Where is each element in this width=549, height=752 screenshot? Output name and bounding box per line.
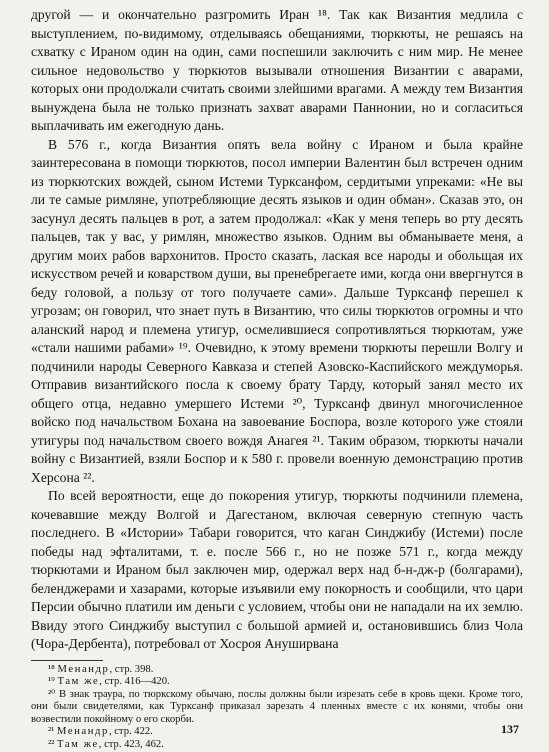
footnote-number: ²¹ bbox=[48, 726, 55, 738]
footnote-author: Менандр bbox=[57, 663, 110, 675]
paragraph-2: В 576 г., когда Византия опять вела войну с Ираном и была крайне заинтересована в помощи тюркютов, посол империи Валентин был встречен одним из тюркютских вождей, сыном Истеми Турксанфом, сердитыми упреками: «Не вы ли те самые римляне, употребляющие десять языков и один обман». Сказав это, он засунул десять пальцев в рот, а затем продолжал: «Как у меня теперь во рту десять пальцев, так у вас, у римлян, множество языков. Одним вы обманываете меня, а другим моих рабов вархонитов. Просто сказать, лаская все народы и обольщая их искусством речей и коварством души, вы пренебрегаете ими, когда они ввергнутся в беду головой, а пользу от того получаете сами». Дальше Турксанф перешел к угрозам; он говорил, что знает путь в Византию, что силы тюркютов огромны и что аланский народ и племена утигур, осмелившиеся сопротивляться тюркютам, уже «стали нашими рабами» ¹⁹. Очевидно, к этому времени тюркюты перешли Волгу и подчинили народы Северного Кавказа и степей Азовско-Каспийского междуморья. Отправив византийского посла к своему брату Тарду, который занял место их общего отца, недавно умершего Истеми ²⁰, Турксанф двинул многочисленное войско под начальством Бохана на завоевание Боспора, возле которого уже стояли утигуры под начальством своего вождя Анагея ²¹. Таким образом, тюркюты начали войну с Византией, взяли Боспор и к 580 г. провели военную демонстрацию против Херсона ²². bbox=[31, 136, 523, 485]
footnote-divider bbox=[31, 660, 103, 661]
footnote-21 bbox=[31, 726, 523, 739]
footnote-author: Там же bbox=[57, 739, 99, 751]
footnote-text: , стр. 416—420. bbox=[99, 676, 170, 688]
footnote-22 bbox=[31, 739, 523, 752]
paragraph-1: другой — и окончательно разгромить Иран ¹⁸. Так как Византия медлила с выступлением, по-видимому, отделываясь обещаниями, тюркюты, не решаясь на схватку с Ираном один на один, сами поспешили заключить с ним мир. Не менее сильное недовольство у тюркютов вызывали отношения Византии с аварами, которых они продолжали считать своими злейшими врагами. А между тем Византия вынуждена была не только признать захват аварами Паннонии, но и согласиться выплачивать им ежегодную дань. bbox=[31, 7, 523, 133]
paragraph-3: По всей вероятности, еще до покорения утигур, тюркюты подчинили племена, кочевавшие между Волгой и Дагестаном, включая северную степную часть последнего. В «Истории» Табари говорится, что каган Синджибу (Истеми) после победы над эфталитами, т. е. после 566 г., но не позже 571 г., когда между тюркютами и Ираном был заключен мир, одержал верх над б-н-дж-р (болгарами), беленджерами и хазарами, которые изъявили ему покорность и сообщили, что цари Персии обычно платили им деньги с условием, чтобы они не нападали на их землю. Ввиду этого Синджибу выступил с большой армией и, остановившись близ Чола (Чора-Дербента), потребовал от Хосроя Ануширвана bbox=[31, 488, 523, 651]
footnote-number: ¹⁸ bbox=[48, 663, 55, 675]
footnote-text: , стр. 422. bbox=[108, 726, 153, 738]
footnote-text: , стр. 398. bbox=[109, 663, 154, 675]
footnote-author: Менандр bbox=[57, 726, 109, 738]
footnote-number: ²⁰ bbox=[48, 688, 56, 700]
footnote-number: ²² bbox=[48, 739, 55, 751]
footnote-number: ¹⁹ bbox=[48, 676, 55, 688]
footnote-19 bbox=[31, 676, 523, 689]
footnotes bbox=[31, 664, 523, 752]
footnote-20 bbox=[31, 689, 523, 727]
footnote-author: Там же bbox=[57, 676, 100, 688]
footnote-text: В знак траура, по тюркскому обычаю, послы должны были изрезать себе в кровь щеки. Кроме того, они были свидетелями, как Турксанф приказал зарезать 4 пленных вместе с их конями, чтобы они возвестили покойному о его скорби. bbox=[31, 688, 524, 725]
footnote-text: , стр. 423, 462. bbox=[98, 739, 164, 751]
page-number: 137 bbox=[501, 722, 519, 736]
footnote-18 bbox=[31, 664, 523, 677]
body-text bbox=[31, 6, 523, 654]
